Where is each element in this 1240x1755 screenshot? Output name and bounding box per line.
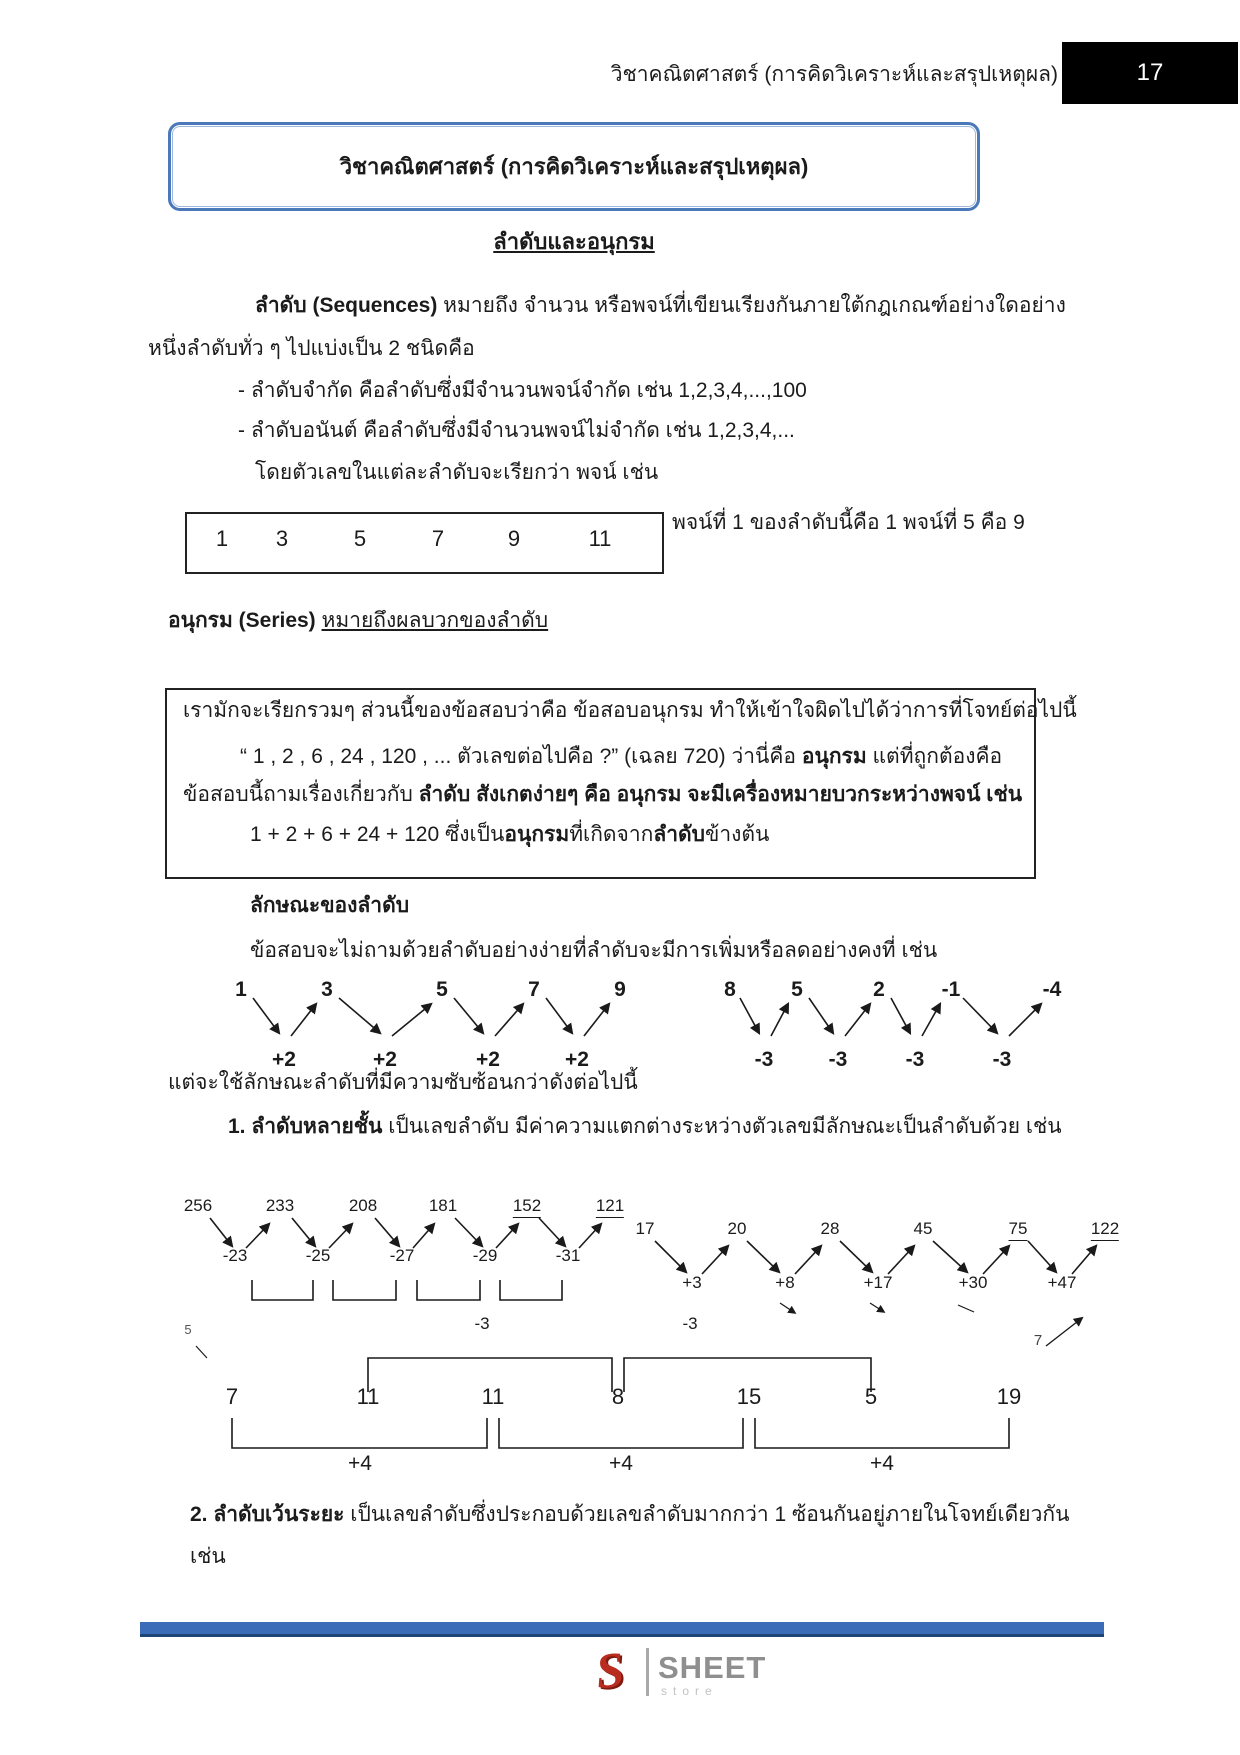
seq-term: 3: [321, 978, 333, 1001]
series-definition-bold: อนุกรม (Series): [168, 609, 322, 632]
seq-diff: +4: [348, 1452, 372, 1475]
note-line3-bold: ลำดับ สังเกตง่ายๆ คือ อนุกรม จะมีเครื่องหมายบวกระหว่างพจน์ เช่น: [418, 783, 1023, 806]
seq-term: 5: [353, 526, 367, 551]
seq-term: 233: [265, 1196, 295, 1215]
note-line4-bold1: อนุกรม: [504, 823, 570, 846]
type1-bold: ลำดับหลายชั้น: [245, 1115, 383, 1138]
type2-line2: เช่น: [190, 1545, 226, 1568]
page-number-box: [1062, 42, 1238, 104]
seq-diff: +30: [958, 1273, 988, 1292]
seq-term: 15: [736, 1384, 762, 1409]
stray-mark: 5: [184, 1322, 192, 1337]
seq-diff: -3: [682, 1314, 698, 1333]
seq-term: 8: [724, 978, 736, 1001]
seq-term: 1: [215, 526, 229, 551]
seq-term: 1: [235, 978, 247, 1001]
characteristics-line: ข้อสอบจะไม่ถามด้วยลำดับอย่างง่ายที่ลำดับจะมีการเพิ่มหรือลดอย่างคงที่ เช่น: [250, 939, 938, 962]
seq-term: 2: [873, 978, 885, 1001]
seq-term: 181: [428, 1196, 458, 1215]
note-line2-bold: อนุกรม: [801, 745, 867, 768]
seq-term: 5: [436, 978, 448, 1001]
type2-rest: เป็นเลขลำดับซึ่งประกอบด้วยเลขลำดับมากกว่า 1 ซ้อนกันอยู่ภายในโจทย์เดียวกัน: [344, 1503, 1070, 1526]
seq-diff: -23: [222, 1246, 248, 1265]
intro-line1-bold: ลำดับ (Sequences): [255, 294, 438, 317]
example-box-note: พจน์ที่ 1 ของลำดับนี้คือ 1 พจน์ที่ 5 คือ 9: [672, 511, 1025, 534]
note-line4-post: ข้างต้น: [705, 823, 770, 846]
note-line3: [183, 778, 1022, 811]
seq-diff: +4: [609, 1452, 633, 1475]
note-line2-post: แต่ที่ถูกต้องคือ: [866, 745, 1003, 768]
seq-term: 9: [614, 978, 626, 1001]
seq-diff: -3: [992, 1048, 1012, 1071]
seq-diff: +47: [1047, 1273, 1077, 1292]
seq-term: 152: [513, 1196, 541, 1218]
seq-term: 122: [1091, 1219, 1119, 1241]
type1-rest: เป็นเลขลำดับ มีค่าความแตกต่างระหว่างตัวเลขมีลักษณะเป็นลำดับด้วย เช่น: [382, 1115, 1062, 1138]
seq-diff: +2: [373, 1048, 397, 1071]
logo-sub-brand: store: [661, 1684, 718, 1698]
type1-number: 1.: [228, 1115, 246, 1138]
type2-line: [190, 1498, 1069, 1531]
characteristics-heading: ลักษณะของลำดับ: [250, 894, 410, 917]
seq-term: -4: [1042, 978, 1062, 1001]
logo-divider: [646, 1648, 649, 1696]
note-line4: [250, 818, 769, 851]
seq-term: 20: [727, 1219, 747, 1238]
type2-bold: 2. ลำดับเว้นระยะ: [190, 1503, 345, 1526]
seq-diff: -3: [828, 1048, 848, 1071]
seq-diff: -25: [305, 1246, 331, 1265]
seq-term: -1: [941, 978, 961, 1001]
title-box-text: วิชาคณิตศาสตร์ (การคิดวิเคราะห์และสรุปเหตุผล): [339, 154, 809, 179]
page-number: 17: [1136, 59, 1164, 86]
note-line4-pre: 1 + 2 + 6 + 24 + 120 ซึ่งเป็น: [250, 823, 505, 846]
seq-term: 11: [356, 1384, 380, 1409]
intro-line1-rest: หมายถึง จำนวน หรือพจน์ที่เขียนเรียงกันภายใต้กฎเกณฑ์อย่างใดอย่าง: [437, 294, 1066, 317]
section-heading: ลำดับและอนุกรม: [493, 229, 655, 254]
seq-term: 19: [996, 1384, 1022, 1409]
note-line2: [240, 740, 1002, 773]
seq-term: 9: [507, 526, 521, 551]
seq-term: 7: [431, 526, 445, 551]
seq-term: 8: [611, 1384, 625, 1409]
intro-line2: หนึ่งลำดับทั่ว ๆ ไปแบ่งเป็น 2 ชนิดคือ: [148, 337, 475, 360]
series-definition: [168, 604, 548, 637]
seq-diff: +2: [272, 1048, 296, 1071]
seq-term: 208: [348, 1196, 378, 1215]
seq-diff: +2: [476, 1048, 500, 1071]
seq-term: 256: [183, 1196, 213, 1215]
intro-bullet1: - ลำดับจำกัด คือลำดับซึ่งมีจำนวนพจน์จำกัด เช่น 1,2,3,4,...,100: [238, 379, 807, 402]
sheet-store-logo-icon: [583, 1640, 637, 1700]
note-line1: เรามักจะเรียกรวมๆ ส่วนนี้ของข้อสอบว่าคือ ข้อสอบอนุกรม ทำให้เข้าใจผิดไปได้ว่าการที่โจทย์ต่อไปนี้: [183, 699, 1077, 722]
seq-diff: +8: [775, 1273, 795, 1292]
note-line4-bold2: ลำดับ: [653, 823, 706, 846]
seq-diff: -3: [754, 1048, 774, 1071]
seq-term: 45: [913, 1219, 933, 1238]
intro-line1: [255, 289, 1066, 322]
seq-diff: +4: [870, 1452, 894, 1475]
seq-term: 3: [275, 526, 289, 551]
seq-term: 28: [820, 1219, 840, 1238]
seq-diff: -3: [474, 1314, 490, 1333]
header-title: วิชาคณิตศาสตร์ (การคิดวิเคราะห์และสรุปเหตุผล): [610, 63, 1058, 86]
note-line2-pre: “ 1 , 2 , 6 , 24 , 120 , ... ตัวเลขต่อไปคือ ?” (เฉลย 720) ว่านี่คือ: [240, 745, 802, 768]
seq-term: 11: [588, 526, 612, 551]
note-line3-pre: ข้อสอบนี้ถามเรื่องเกี่ยวกับ: [183, 783, 419, 806]
seq-term: 75: [1009, 1219, 1028, 1241]
seq-term: 5: [864, 1384, 878, 1409]
series-definition-underlined: หมายถึงผลบวกของลำดับ: [321, 609, 549, 632]
title-box: [168, 122, 980, 211]
seq-diff: +17: [863, 1273, 893, 1292]
seq-diff: -3: [905, 1048, 925, 1071]
logo-brand: SHEET: [658, 1650, 767, 1685]
seq-diff: +2: [565, 1048, 589, 1071]
seq-diff: +3: [682, 1273, 702, 1292]
footer-rule: [140, 1622, 1104, 1637]
complex-intro: แต่จะใช้ลักษณะลำดับที่มีความซับซ้อนกว่าดังต่อไปนี้: [168, 1071, 638, 1094]
seq-term: 17: [635, 1219, 655, 1238]
seq-term: 121: [596, 1196, 624, 1218]
seq-term: 7: [528, 978, 540, 1001]
seq-term: 7: [225, 1384, 239, 1409]
seq-diff: -27: [389, 1246, 415, 1265]
seq-diff: -29: [472, 1246, 498, 1265]
seq-term: 5: [791, 978, 803, 1001]
note-line4-mid: ที่เกิดจาก: [569, 823, 654, 846]
seq-term: 11: [481, 1384, 505, 1409]
logo-letter: S: [593, 1640, 627, 1700]
intro-line3: โดยตัวเลขในแต่ละลำดับจะเรียกว่า พจน์ เช่น: [255, 461, 659, 484]
type1-line: [228, 1110, 1062, 1143]
stray-mark: 7: [1033, 1332, 1043, 1349]
intro-bullet2: - ลำดับอนันต์ คือลำดับซึ่งมีจำนวนพจน์ไม่จำกัด เช่น 1,2,3,4,...: [238, 419, 795, 442]
seq-diff: -31: [555, 1246, 581, 1265]
